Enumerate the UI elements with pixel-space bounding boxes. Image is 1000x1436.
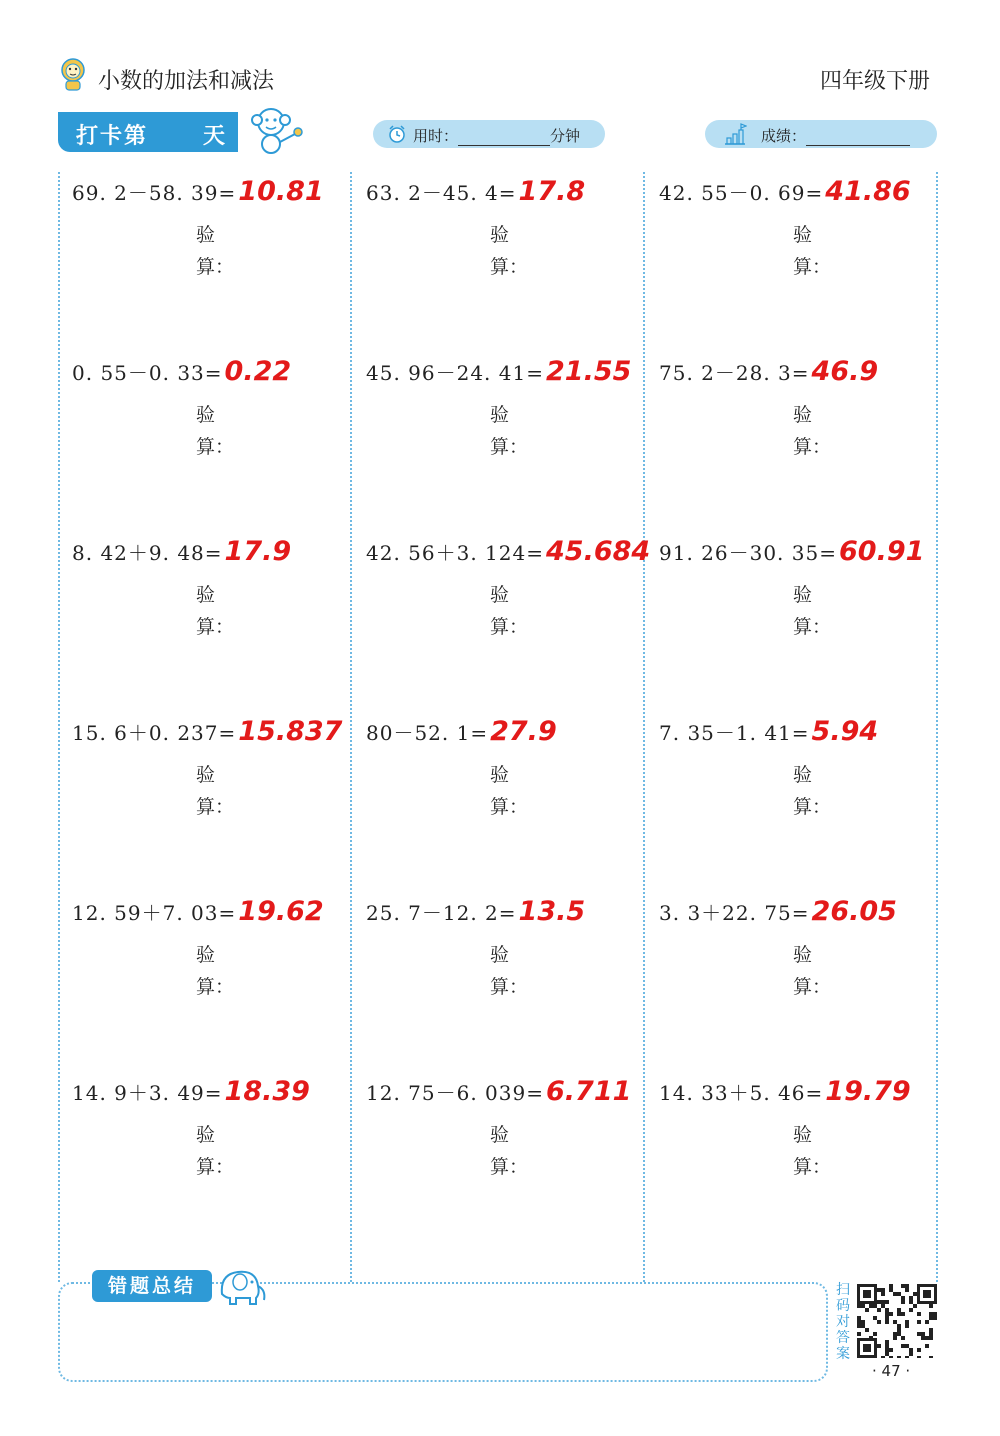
check-label-suan: 算： — [196, 616, 235, 638]
expression-text: 75. 2－28. 3 — [659, 361, 792, 385]
handwritten-answer[interactable]: 60.91 — [839, 536, 925, 567]
check-label-yan: 验 — [490, 224, 510, 246]
elephant-icon — [214, 1264, 270, 1308]
problem-item — [659, 176, 949, 356]
handwritten-answer[interactable]: 15.837 — [238, 716, 343, 747]
check-label-yan: 验 — [196, 584, 216, 606]
problem-expression — [659, 716, 878, 747]
day-label-suffix: 天 — [203, 124, 226, 149]
monkey-icon — [245, 104, 307, 156]
clock-icon — [387, 124, 407, 144]
problem-expression — [366, 896, 585, 927]
page-number: · 47 · — [872, 1362, 911, 1380]
equals-sign: = — [819, 541, 837, 565]
problem-expression — [72, 536, 291, 567]
handwritten-answer[interactable]: 10.81 — [238, 176, 324, 207]
check-label-suan: 算： — [490, 796, 529, 818]
problem-item — [659, 356, 949, 536]
expression-text: 0. 55－0. 33 — [72, 361, 205, 385]
handwritten-answer[interactable]: 6.711 — [546, 1076, 632, 1107]
handwritten-answer[interactable]: 17.8 — [518, 176, 586, 207]
mistake-summary-title: 错题总结 — [92, 1270, 212, 1302]
check-label-yan: 验 — [793, 404, 813, 426]
column-divider — [58, 172, 60, 1282]
equals-sign: = — [204, 541, 223, 565]
expression-text: 42. 55－0. 69 — [659, 181, 806, 205]
equals-sign: = — [526, 361, 544, 385]
problem-expression — [366, 176, 585, 207]
check-label-yan: 验 — [196, 764, 216, 786]
check-label-yan: 验 — [196, 944, 216, 966]
check-label-yan: 验 — [196, 404, 216, 426]
equals-sign: = — [204, 1081, 223, 1105]
handwritten-answer[interactable]: 41.86 — [825, 176, 911, 207]
problem-expression — [659, 896, 897, 927]
expression-text: 45. 96－24. 41 — [366, 361, 527, 385]
expression-text: 25. 7－12. 2 — [366, 901, 499, 925]
expression-text: 69. 2－58. 39 — [72, 181, 219, 205]
expression-text: 80－52. 1 — [366, 721, 471, 745]
expression-text: 12. 59＋7. 03 — [72, 901, 219, 925]
equals-sign: = — [805, 181, 824, 205]
equals-sign: = — [218, 721, 237, 745]
problem-item — [366, 1076, 656, 1256]
check-label-yan: 验 — [490, 764, 510, 786]
equals-sign: = — [805, 1081, 824, 1105]
handwritten-answer[interactable]: 5.94 — [811, 716, 879, 747]
handwritten-answer[interactable]: 26.05 — [811, 896, 897, 927]
problem-expression — [366, 536, 650, 567]
equals-sign: = — [218, 901, 237, 925]
score-label: 成绩： — [761, 127, 807, 145]
handwritten-answer[interactable]: 17.9 — [224, 536, 292, 567]
expression-text: 14. 33＋5. 46 — [659, 1081, 806, 1105]
check-label-suan: 算： — [793, 796, 832, 818]
problem-item — [366, 356, 656, 536]
scan-answer-label: 扫码对答案 — [836, 1282, 850, 1362]
expression-text: 42. 56＋3. 124 — [366, 541, 527, 565]
expression-text: 14. 9＋3. 49 — [72, 1081, 205, 1105]
score-blank[interactable] — [806, 129, 910, 146]
handwritten-answer[interactable]: 46.9 — [811, 356, 879, 387]
check-label-yan: 验 — [490, 584, 510, 606]
equals-sign: = — [498, 901, 517, 925]
time-unit: 分钟 — [550, 127, 581, 145]
day-label-prefix: 打卡第 — [76, 124, 149, 149]
time-used-field — [373, 120, 605, 148]
check-label-suan: 算： — [793, 436, 832, 458]
check-label-suan: 算： — [490, 256, 529, 278]
problem-expression — [366, 716, 557, 747]
expression-text: 63. 2－45. 4 — [366, 181, 499, 205]
check-label-suan: 算： — [196, 976, 235, 998]
problem-item — [366, 536, 656, 716]
problem-item — [72, 176, 362, 356]
check-label-suan: 算： — [490, 616, 529, 638]
qr-code-icon[interactable] — [857, 1284, 937, 1358]
chart-flag-icon — [723, 122, 747, 146]
problem-expression — [366, 1076, 631, 1107]
check-label-yan: 验 — [196, 224, 216, 246]
problem-expression — [659, 356, 878, 387]
check-label-suan: 算： — [490, 976, 529, 998]
check-label-yan: 验 — [793, 224, 813, 246]
check-label-suan: 算： — [793, 256, 832, 278]
check-label-suan: 算： — [793, 616, 832, 638]
handwritten-answer[interactable]: 18.39 — [224, 1076, 310, 1107]
problem-item — [72, 716, 362, 896]
problem-expression — [659, 536, 924, 567]
problem-item — [659, 896, 949, 1076]
check-label-yan: 验 — [793, 944, 813, 966]
check-label-yan: 验 — [490, 944, 510, 966]
check-label-suan: 算： — [793, 1156, 832, 1178]
lion-logo-icon — [58, 56, 88, 92]
problem-expression — [72, 1076, 310, 1107]
expression-text: 91. 26－30. 35 — [659, 541, 820, 565]
check-label-suan: 算： — [196, 796, 235, 818]
problem-item — [72, 1076, 362, 1256]
equals-sign: = — [526, 541, 544, 565]
problem-item — [659, 1076, 949, 1256]
problem-item — [659, 716, 949, 896]
check-label-yan: 验 — [196, 1124, 216, 1146]
check-label-suan: 算： — [196, 1156, 235, 1178]
expression-text: 15. 6＋0. 237 — [72, 721, 219, 745]
equals-sign: = — [791, 901, 810, 925]
handwritten-answer[interactable]: 0.22 — [224, 356, 292, 387]
problem-expression — [72, 176, 324, 207]
equals-sign: = — [204, 361, 223, 385]
problem-item — [366, 716, 656, 896]
check-label-suan: 算： — [793, 976, 832, 998]
equals-sign: = — [791, 361, 810, 385]
check-label-yan: 验 — [793, 1124, 813, 1146]
handwritten-answer[interactable]: 13.5 — [518, 896, 586, 927]
check-label-yan: 验 — [490, 404, 510, 426]
equals-sign: = — [470, 721, 489, 745]
expression-text: 8. 42＋9. 48 — [72, 541, 205, 565]
expression-text: 3. 3＋22. 75 — [659, 901, 792, 925]
check-label-yan: 验 — [490, 1124, 510, 1146]
check-label-suan: 算： — [196, 256, 235, 278]
problem-expression — [72, 716, 342, 747]
problem-item — [72, 896, 362, 1076]
expression-text: 7. 35－1. 41 — [659, 721, 792, 745]
page-title: 小数的加法和减法 — [98, 69, 275, 94]
grade-label: 四年级下册 — [819, 69, 930, 94]
equals-sign: = — [218, 181, 237, 205]
equals-sign: = — [791, 721, 810, 745]
handwritten-answer[interactable]: 19.79 — [825, 1076, 911, 1107]
check-label-yan: 验 — [793, 584, 813, 606]
handwritten-answer[interactable]: 27.9 — [490, 716, 557, 747]
problem-expression — [366, 356, 631, 387]
check-label-suan: 算： — [490, 436, 529, 458]
day-checkin-tab — [58, 112, 238, 152]
check-label-yan: 验 — [793, 764, 813, 786]
problem-item — [366, 896, 656, 1076]
problem-expression — [72, 356, 291, 387]
handwritten-answer[interactable]: 45.684 — [546, 536, 651, 567]
problem-expression — [72, 896, 324, 927]
handwritten-answer[interactable]: 19.62 — [238, 896, 324, 927]
check-label-suan: 算： — [196, 436, 235, 458]
time-label: 用时： — [413, 127, 459, 145]
problem-item — [72, 536, 362, 716]
problem-expression — [659, 176, 911, 207]
problem-item — [72, 356, 362, 536]
time-blank[interactable] — [458, 129, 550, 146]
problem-expression — [659, 1076, 911, 1107]
problem-item — [366, 176, 656, 356]
problem-item — [659, 536, 949, 716]
score-field — [705, 120, 937, 148]
check-label-suan: 算： — [490, 1156, 529, 1178]
equals-sign: = — [526, 1081, 544, 1105]
equals-sign: = — [498, 181, 517, 205]
handwritten-answer[interactable]: 21.55 — [546, 356, 632, 387]
expression-text: 12. 75－6. 039 — [366, 1081, 527, 1105]
